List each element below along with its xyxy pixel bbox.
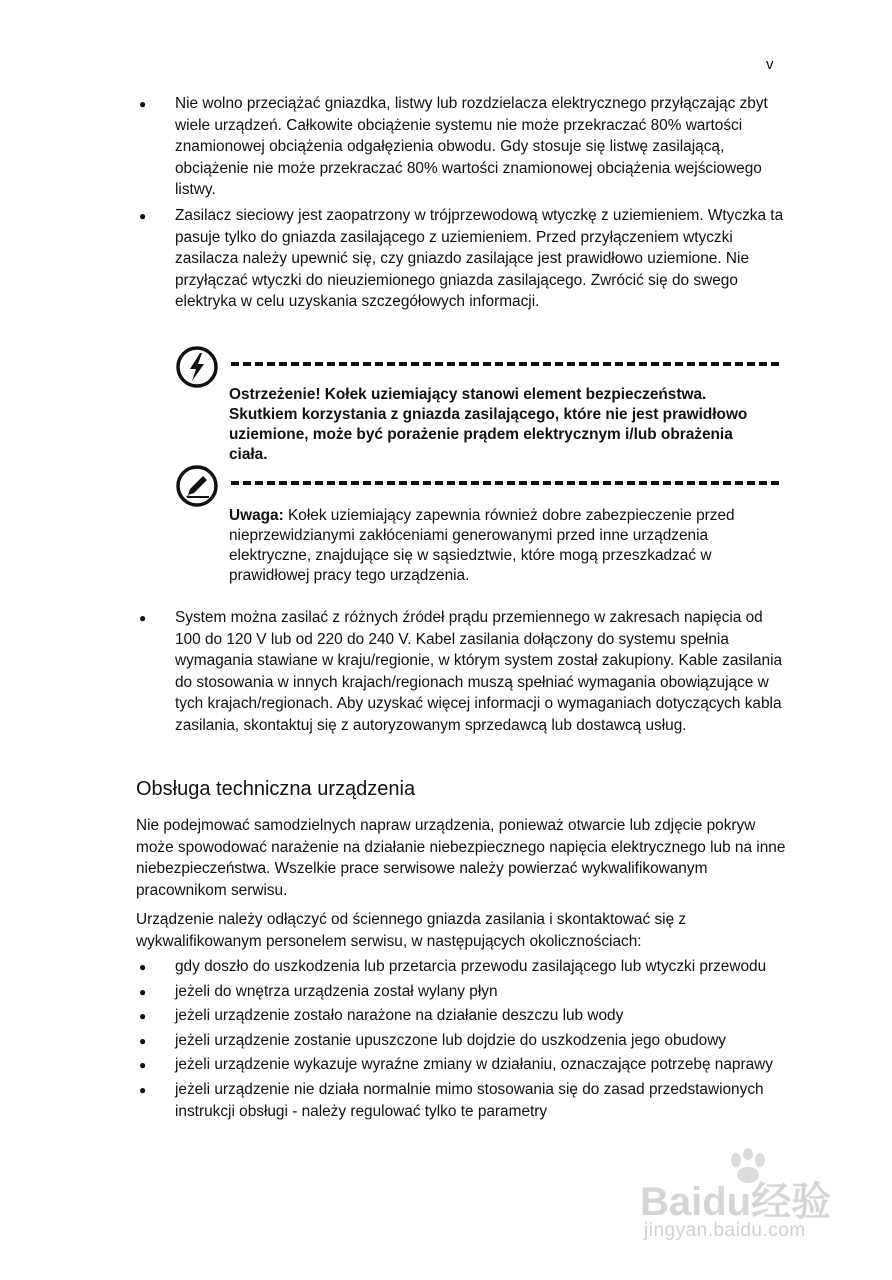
bullet-icon: ● (139, 611, 147, 625)
list-item (135, 1030, 785, 1052)
dashed-divider (231, 362, 779, 366)
list-item-text: jeżeli urządzenie zostało narażone na działanie deszczu lub wody (175, 1007, 624, 1025)
list-item-text: gdy doszło do uszkodzenia lub przetarcia przewodu zasilającego lub wtyczki przewodu (175, 958, 767, 975)
bullet-icon: ● (139, 984, 147, 999)
note-label: Uwaga: (229, 507, 284, 524)
list-item (135, 607, 785, 737)
section-title: Obsługa techniczna urządzenia (136, 778, 416, 800)
list-item (135, 1079, 785, 1122)
list-item (135, 981, 785, 1003)
bullet-icon: ● (139, 1058, 147, 1073)
bullet-icon: ● (139, 97, 147, 111)
list-item-text: jeżeli urządzenie nie działa normalnie mimo stosowania się do zasad przedstawionych instrukcji obsługi - należy regulować tylko te parametry (175, 1080, 764, 1120)
list-item-text: Zasilacz sieciowy jest zaopatrzony w trójprzewodową wtyczkę z uziemieniem. Wtyczka ta pasuje tylko do gniazda zasilającego z uziemieniem. Przed przyłączeniem wtyczki zasilacza należy upewnić się, czy gniazdo zasilające jest prawidłowo uziemione. Nie przyłączać wtyczki do nieuziemionego gniazda zasilającego. Zwrócić się do swego elektryka w celu uzyskania szczegółowych informacji. (175, 206, 784, 311)
list-item (135, 1005, 785, 1027)
list-item (135, 205, 785, 313)
bullet-icon: ● (139, 1009, 147, 1024)
paragraph: Nie podejmować samodzielnych napraw urządzenia, ponieważ otwarcie lub zdjęcie pokryw może spowodować narażenie na działanie niebezpiecznego napięcia elektrycznego lub na inne niebezpieczeństwa. Wszelkie prace serwisowe należy powierzać wykwalifikowanym pracownikom serwisu. (136, 817, 786, 899)
watermark-url: jingyan.baidu.com (644, 1220, 806, 1241)
note-pencil-icon (175, 464, 219, 508)
watermark (636, 1148, 846, 1244)
warning-text: Ostrzeżenie! Kołek uziemiający stanowi element bezpieczeństwa. Skutkiem korzystania z gniazda zasilającego, które nie jest prawidłowo uziemione, może być porażenie prądem elektrycznym i/lub obrażenia ciała. (229, 386, 748, 463)
dashed-divider (231, 481, 779, 485)
list-item-text: jeżeli do wnętrza urządzenia został wylany płyn (175, 982, 498, 1000)
bullet-icon: ● (139, 1082, 147, 1097)
bullet-icon: ● (139, 1033, 147, 1048)
list-item (135, 1054, 785, 1076)
list-item-text: System można zasilać z różnych źródeł prądu przemiennego w zakresach napięcia od 100 do 120 V lub od 220 do 240 V. Kabel zasilania dołączony do systemu spełnia wymagania stawiane w kraju/regionie, w którym system został zakupiony. Kable zasilania do stosowania w innych krajach/regionach muszą spełniać wymagania obowiązujące w tych krajach/regionach. Aby uzyskać więcej informacji o wymaganiach dotyczących kabla zasilania, skontaktuj się z autoryzowanym sprzedawcą lub dostawcą usług. (175, 609, 783, 734)
note-text (229, 506, 769, 586)
bullet-list-system (135, 607, 785, 737)
page-number: v (766, 56, 774, 73)
bullet-icon: ● (139, 960, 147, 974)
list-item (135, 956, 785, 978)
note-body: Kołek uziemiający zapewnia również dobre zabezpieczenie przed nieprzewidzianymi zakłóceniami generowanymi przed inne urządzenia elektryczne, znajdujące się w sąsiedztwie, które mogą przeszkadzać w prawidłowej pracy tego urządzenia. (229, 507, 735, 584)
list-item (135, 93, 785, 201)
bullet-icon: ● (139, 208, 147, 223)
bullet-list-service (135, 956, 785, 1122)
lightning-warning-icon (175, 345, 219, 389)
watermark-brand: Baidu经验 (640, 1180, 832, 1224)
paragraph: Urządzenie należy odłączyć od ściennego gniazda zasilania i skontaktować się z wykwalifikowanym personelem serwisu, w następujących okolicznościach: (136, 911, 687, 950)
list-item-text: Nie wolno przeciążać gniazdka, listwy lub rozdzielacza elektrycznego przyłączając zbyt wiele urządzeń. Całkowite obciążenie systemu nie może przekraczać 80% wartości znamionowej obciążenia odgałęzienia obwodu. Gdy stosuje się listwę zasilającą, obciążenie nie może przekraczać 80% wartości znamionowej obciążenia wejściowego listwy. (175, 95, 768, 199)
list-item-text: jeżeli urządzenie zostanie upuszczone lub dojdzie do uszkodzenia jego obudowy (175, 1031, 727, 1049)
bullet-list-top (135, 93, 785, 313)
list-item-text: jeżeli urządzenie wykazuje wyraźne zmiany w działaniu, oznaczające potrzebę naprawy (175, 1056, 773, 1074)
